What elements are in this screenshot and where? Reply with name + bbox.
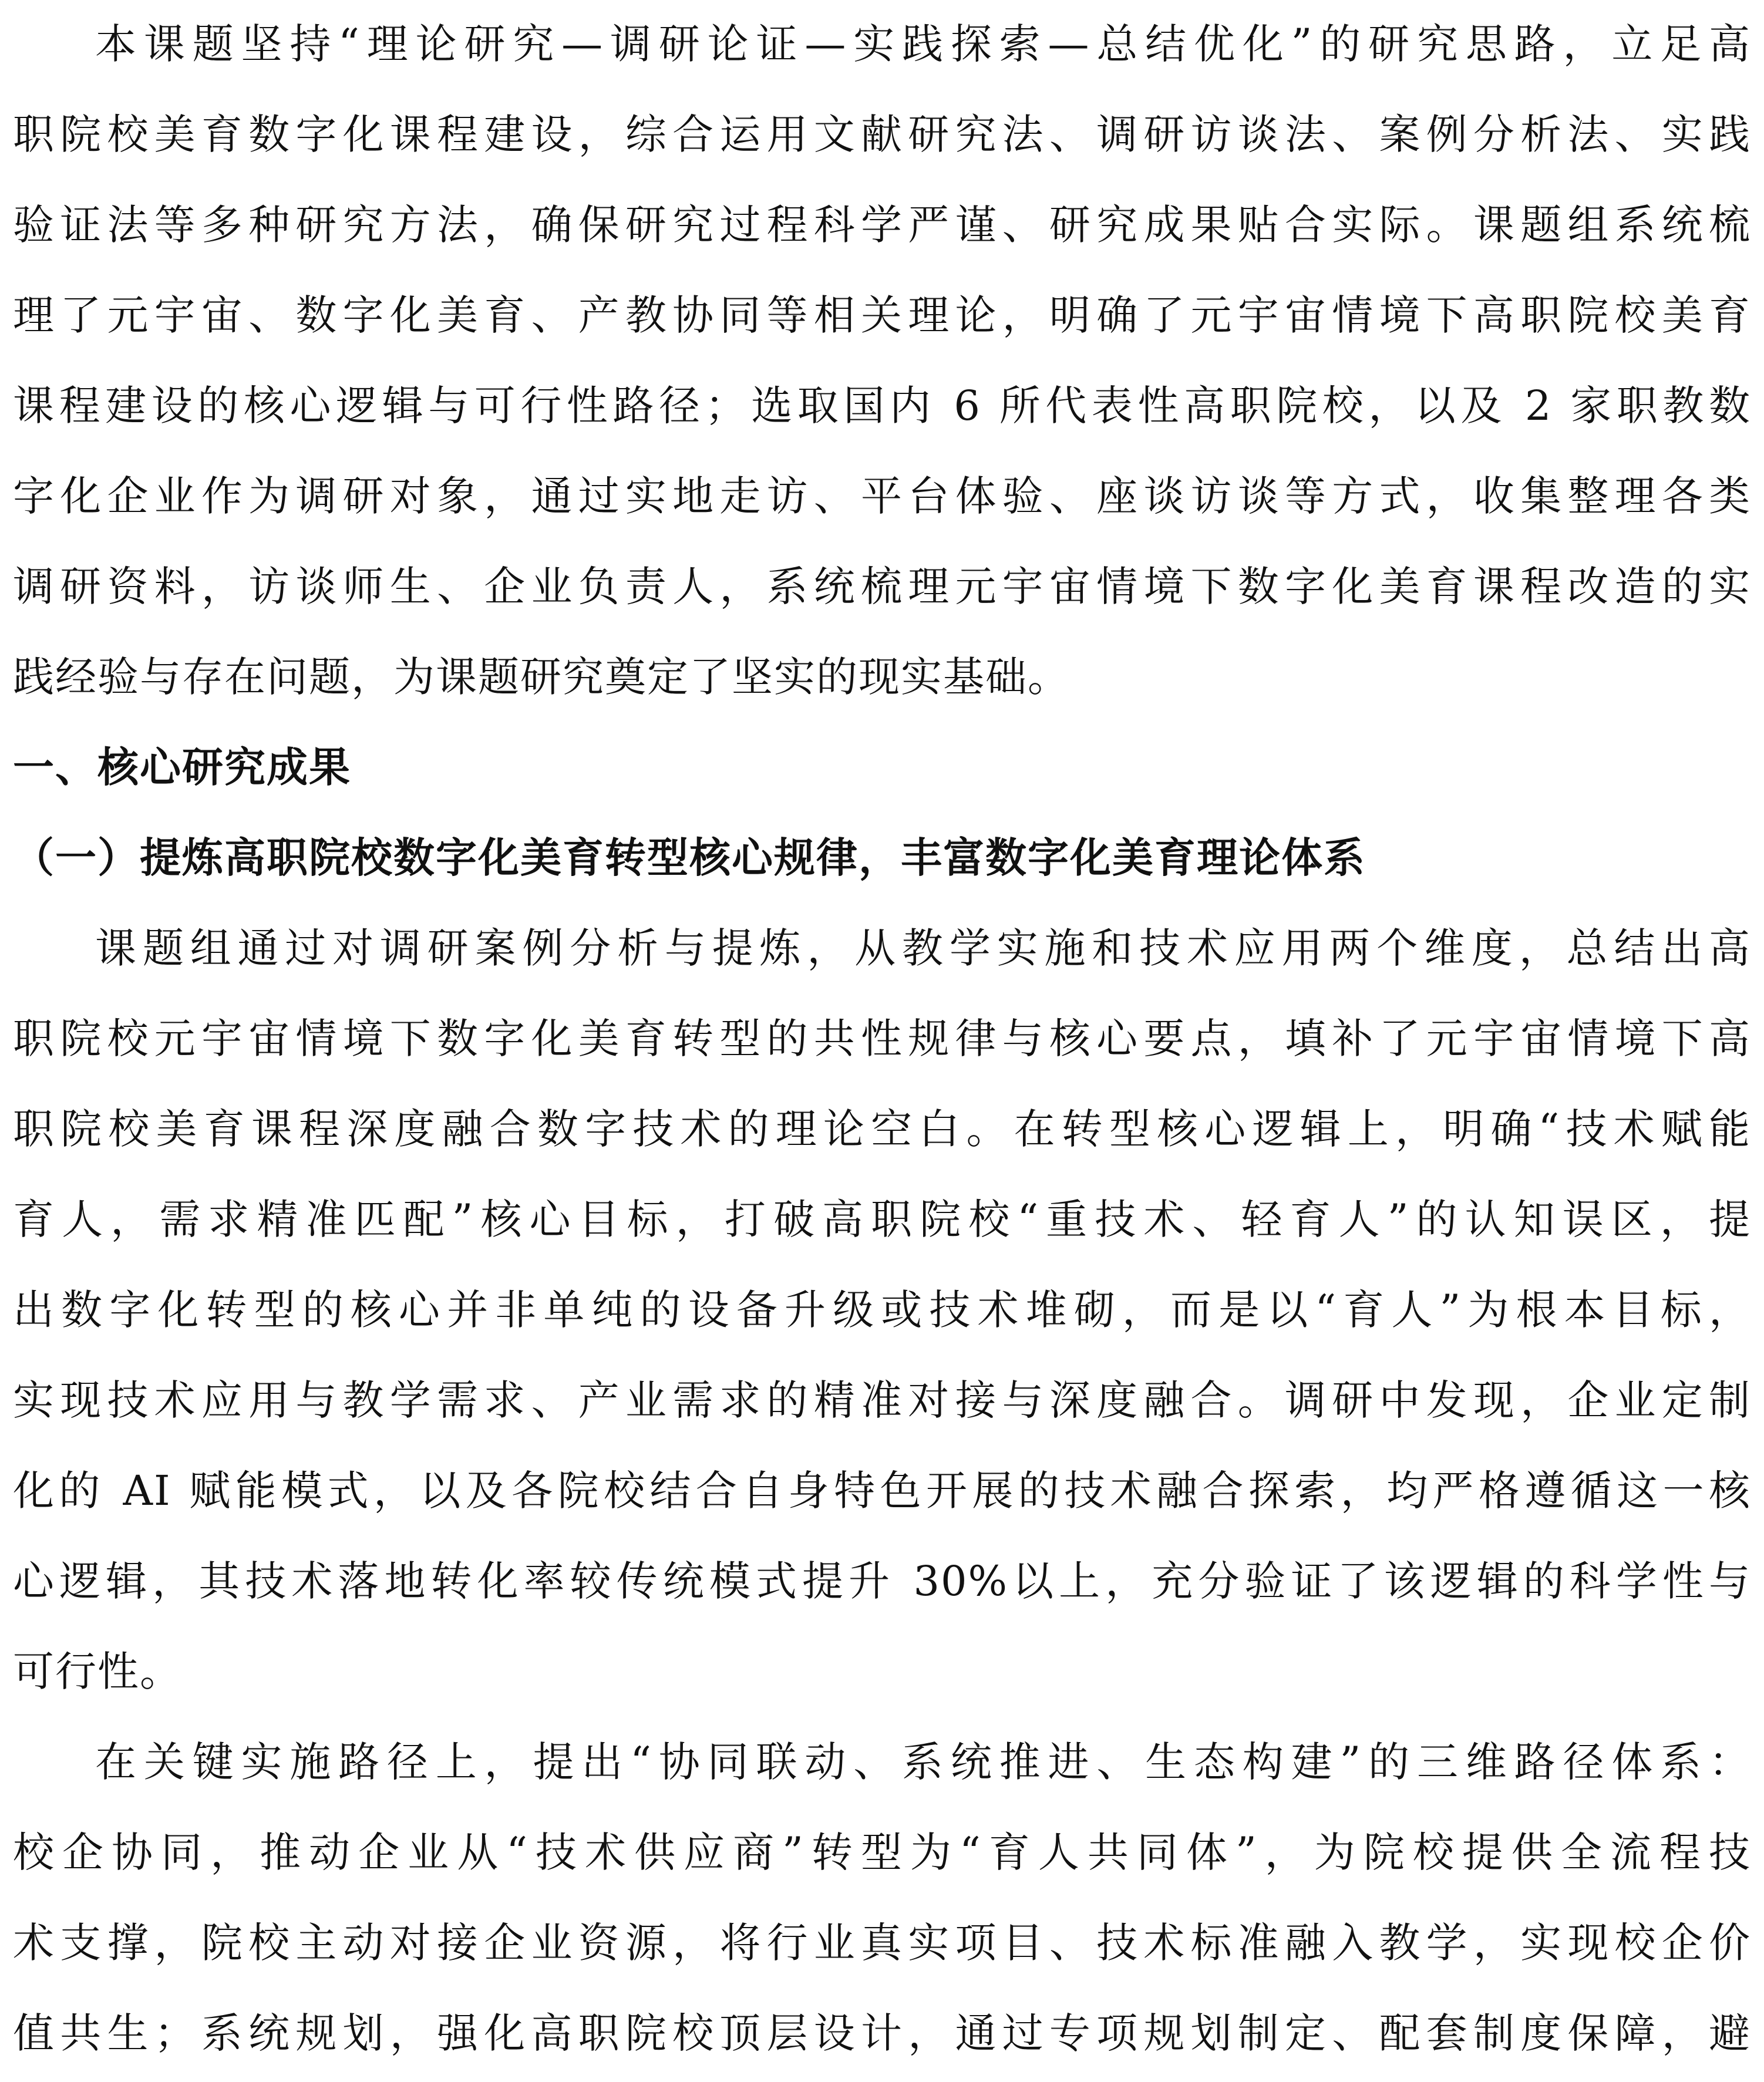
paragraph-1-line-4: 理了元宇宙、数字化美育、产教协同等相关理论，明确了元宇宙情境下高职院校美育 xyxy=(13,291,1751,339)
paragraph-2-line-8: 心逻辑，其技术落地转化率较传统模式提升 30%以上，充分验证了该逻辑的科学性与 xyxy=(13,1557,1751,1605)
paragraph-3-line-1: 在关键实施路径上，提出“协同联动、系统推进、生态构建”的三维路径体系： xyxy=(95,1738,1751,1786)
paragraph-3-line-4: 值共生；系统规划，强化高职院校顶层设计，通过专项规划制定、配套制度保障，避 xyxy=(13,2009,1751,2057)
paragraph-1-line-3: 验证法等多种研究方法，确保研究过程科学严谨、研究成果贴合实际。课题组系统梳 xyxy=(13,201,1751,249)
section-heading: 一、核心研究成果 xyxy=(13,743,351,791)
paragraph-2-line-5: 出数字化转型的核心并非单纯的设备升级或技术堆砌，而是以“育人”为根本目标， xyxy=(13,1286,1751,1334)
paragraph-2-line-6: 实现技术应用与教学需求、产业需求的精准对接与深度融合。调研中发现，企业定制 xyxy=(13,1376,1751,1424)
paragraph-3-line-3: 术支撑，院校主动对接企业资源，将行业真实项目、技术标准融入教学，实现校企价 xyxy=(13,1919,1751,1967)
paragraph-2-line-1: 课题组通过对调研案例分析与提炼，从教学实施和技术应用两个维度，总结出高 xyxy=(95,924,1751,972)
paragraph-2-line-4: 育人，需求精准匹配”核心目标，打破高职院校“重技术、轻育人”的认知误区，提 xyxy=(13,1195,1751,1244)
paragraph-1-line-5: 课程建设的核心逻辑与可行性路径；选取国内 6 所代表性高职院校，以及 2 家职教数 xyxy=(13,382,1751,430)
paragraph-2-line-7: 化的 AI 赋能模式，以及各院校结合自身特色开展的技术融合探索，均严格遵循这一核 xyxy=(13,1467,1751,1515)
paragraph-1-line-2: 职院校美育数字化课程建设，综合运用文献研究法、调研访谈法、案例分析法、实践 xyxy=(13,110,1751,159)
paragraph-2-line-3: 职院校美育课程深度融合数字技术的理论空白。在转型核心逻辑上，明确“技术赋能 xyxy=(13,1105,1751,1153)
paragraph-2-line-2: 职院校元宇宙情境下数字化美育转型的共性规律与核心要点，填补了元宇宙情境下高 xyxy=(13,1015,1751,1063)
paragraph-3-line-2: 校企协同，推动企业从“技术供应商”转型为“育人共同体”，为院校提供全流程技 xyxy=(13,1828,1751,1877)
paragraph-1-line-8: 践经验与存在问题，为课题研究奠定了坚实的现实基础。 xyxy=(13,653,1070,701)
paragraph-1-line-7: 调研资料，访谈师生、企业负责人，系统梳理元宇宙情境下数字化美育课程改造的实 xyxy=(13,562,1751,611)
paragraph-1-line-1: 本课题坚持“理论研究—调研论证—实践探索—总结优化”的研究思路，立足高 xyxy=(95,20,1751,68)
subsection-heading: （一）提炼高职院校数字化美育转型核心规律，丰富数字化美育理论体系 xyxy=(13,834,1366,882)
paragraph-1-line-6: 字化企业作为调研对象，通过实地走访、平台体验、座谈访谈等方式，收集整理各类 xyxy=(13,472,1751,520)
paragraph-2-line-9: 可行性。 xyxy=(13,1648,182,1696)
